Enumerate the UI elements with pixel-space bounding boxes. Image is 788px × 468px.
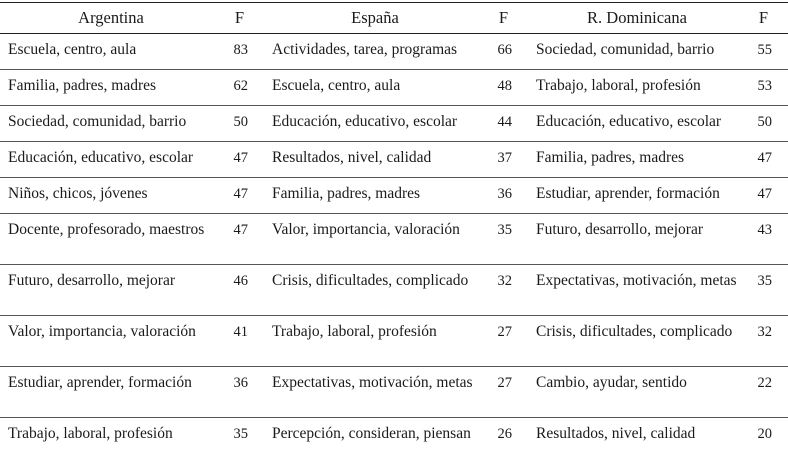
rdominicana-freq: 43 <box>746 214 788 265</box>
rdominicana-freq: 50 <box>746 106 788 142</box>
rdominicana-term: Sociedad, comunidad, barrio <box>528 34 746 70</box>
rdominicana-freq: 35 <box>746 265 788 316</box>
frequency-table <box>0 2 788 468</box>
header-argentina: Argentina <box>0 3 222 34</box>
espana-term: Crisis, dificultades, complicado <box>264 265 486 316</box>
argentina-term: Valor, importancia, valoración <box>0 316 222 367</box>
espana-freq: 35 <box>486 214 528 265</box>
argentina-freq: 83 <box>222 34 264 70</box>
argentina-term: Futuro, desarrollo, mejorar <box>0 265 222 316</box>
espana-freq: 36 <box>486 178 528 214</box>
rdominicana-term: Crisis, dificultades, complicado <box>528 316 746 367</box>
table-row <box>0 214 788 265</box>
espana-term: Percepción, consideran, piensan <box>264 418 486 468</box>
table-row <box>0 418 788 468</box>
rdominicana-term: Futuro, desarrollo, mejorar <box>528 214 746 265</box>
header-espana: España <box>264 3 486 34</box>
argentina-term: Trabajo, laboral, profesión <box>0 418 222 468</box>
argentina-freq: 50 <box>222 106 264 142</box>
argentina-freq: 47 <box>222 142 264 178</box>
espana-freq: 44 <box>486 106 528 142</box>
header-row <box>0 3 788 34</box>
rdominicana-freq: 20 <box>746 418 788 468</box>
header-espana-f: F <box>486 3 528 34</box>
table-row <box>0 316 788 367</box>
argentina-term: Sociedad, comunidad, barrio <box>0 106 222 142</box>
espana-term: Educación, educativo, escolar <box>264 106 486 142</box>
argentina-freq: 36 <box>222 367 264 418</box>
table-row <box>0 34 788 70</box>
espana-freq: 32 <box>486 265 528 316</box>
rdominicana-freq: 53 <box>746 70 788 106</box>
espana-term: Escuela, centro, aula <box>264 70 486 106</box>
rdominicana-term: Resultados, nivel, calidad <box>528 418 746 468</box>
rdominicana-term: Educación, educativo, escolar <box>528 106 746 142</box>
argentina-freq: 41 <box>222 316 264 367</box>
argentina-term: Estudiar, aprender, formación <box>0 367 222 418</box>
argentina-term: Niños, chicos, jóvenes <box>0 178 222 214</box>
espana-freq: 27 <box>486 316 528 367</box>
argentina-term: Familia, padres, madres <box>0 70 222 106</box>
espana-freq: 37 <box>486 142 528 178</box>
espana-freq: 66 <box>486 34 528 70</box>
espana-term: Trabajo, laboral, profesión <box>264 316 486 367</box>
espana-freq: 48 <box>486 70 528 106</box>
espana-freq: 27 <box>486 367 528 418</box>
rdominicana-term: Estudiar, aprender, formación <box>528 178 746 214</box>
rdominicana-freq: 32 <box>746 316 788 367</box>
argentina-freq: 46 <box>222 265 264 316</box>
header-rdominicana-f: F <box>746 3 788 34</box>
argentina-freq: 35 <box>222 418 264 468</box>
argentina-freq: 47 <box>222 214 264 265</box>
argentina-term: Escuela, centro, aula <box>0 34 222 70</box>
rdominicana-freq: 22 <box>746 367 788 418</box>
header-argentina-f: F <box>222 3 264 34</box>
table-row <box>0 70 788 106</box>
argentina-freq: 62 <box>222 70 264 106</box>
espana-term: Expectativas, motivación, metas <box>264 367 486 418</box>
rdominicana-term: Familia, padres, madres <box>528 142 746 178</box>
table-row <box>0 106 788 142</box>
table-row <box>0 142 788 178</box>
espana-term: Familia, padres, madres <box>264 178 486 214</box>
rdominicana-freq: 55 <box>746 34 788 70</box>
espana-freq: 26 <box>486 418 528 468</box>
espana-term: Resultados, nivel, calidad <box>264 142 486 178</box>
espana-term: Actividades, tarea, programas <box>264 34 486 70</box>
rdominicana-term: Expectativas, motivación, metas <box>528 265 746 316</box>
argentina-term: Docente, profesorado, maestros <box>0 214 222 265</box>
argentina-term: Educación, educativo, escolar <box>0 142 222 178</box>
argentina-freq: 47 <box>222 178 264 214</box>
table-row <box>0 265 788 316</box>
rdominicana-freq: 47 <box>746 142 788 178</box>
rdominicana-freq: 47 <box>746 178 788 214</box>
rdominicana-term: Trabajo, laboral, profesión <box>528 70 746 106</box>
rdominicana-term: Cambio, ayudar, sentido <box>528 367 746 418</box>
header-rdominicana: R. Dominicana <box>528 3 746 34</box>
espana-term: Valor, importancia, valoración <box>264 214 486 265</box>
table-row <box>0 178 788 214</box>
table-row <box>0 367 788 418</box>
